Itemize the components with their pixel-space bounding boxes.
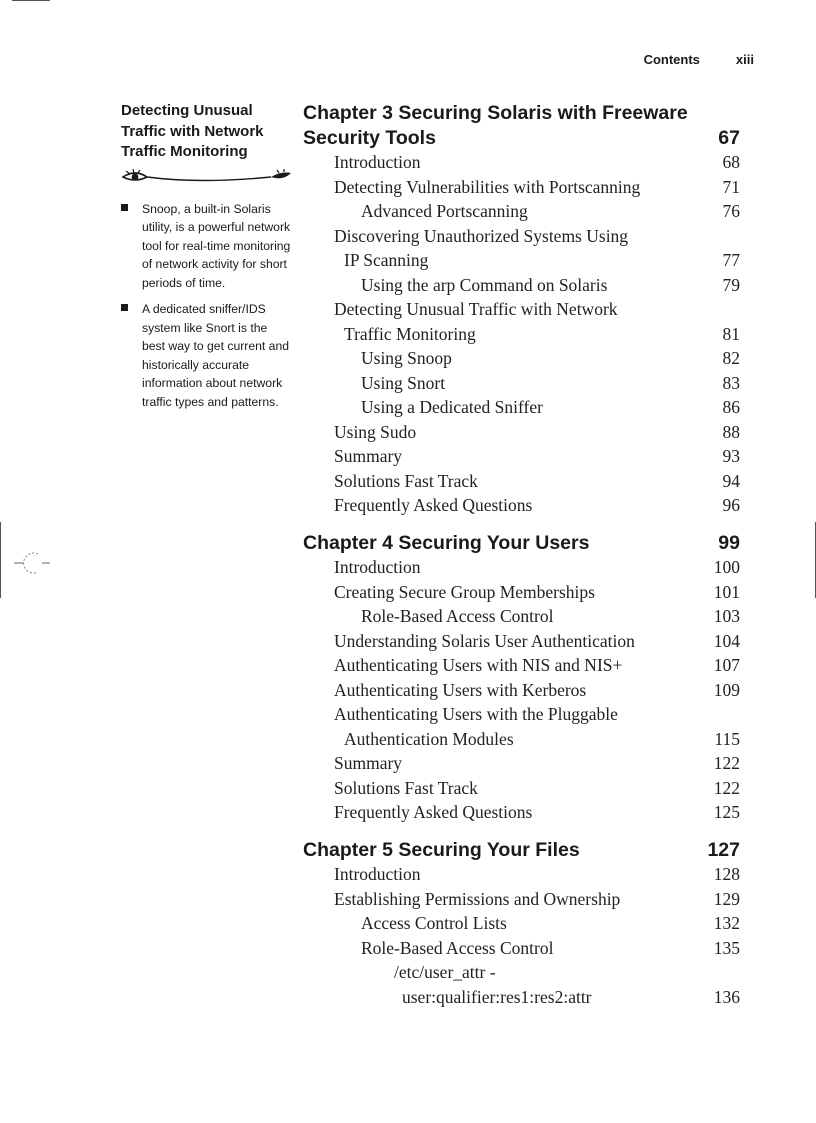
- chapter-page: 67: [718, 126, 740, 149]
- header-page-number: xiii: [735, 52, 754, 67]
- registration-mark-icon: [14, 550, 52, 576]
- toc-entry-text: Introduction: [334, 557, 421, 577]
- toc-entry-text: Role-Based Access Control: [361, 937, 554, 958]
- toc-entry-page: 132: [713, 913, 740, 933]
- toc-entry-text: Access Control Lists: [361, 913, 507, 933]
- toc-entry-text: Establishing Permissions and Ownership: [334, 888, 621, 909]
- toc-entry: [303, 629, 740, 654]
- toc-entry-page: 115: [714, 728, 740, 749]
- toc-entry: [303, 580, 740, 605]
- sidebar-bullet-text: Snoop, a built-in Solaris utility, is a powerful network tool for real-time monitoring of network activity for short periods of time.: [142, 201, 291, 290]
- toc-entry: [303, 555, 740, 580]
- chapter-page: 127: [707, 838, 740, 861]
- toc-entry-text: Role-Based Access Control: [361, 606, 554, 626]
- toc-entry-text: Advanced Portscanning: [361, 201, 528, 221]
- sidebar: [121, 101, 296, 419]
- toc-entry-page: 128: [713, 864, 740, 884]
- square-bullet-icon: [121, 204, 128, 211]
- toc-entry-page: 71: [722, 176, 740, 197]
- chapter-4-heading: [303, 531, 740, 556]
- sidebar-bullet: [121, 300, 292, 411]
- toc-entry-text: Summary: [334, 446, 403, 466]
- chapter-title-line: Security Tools: [303, 126, 436, 149]
- toc-entry: [303, 936, 740, 961]
- toc-entry-text: Detecting Vulnerabilities with Portscanning: [334, 176, 641, 197]
- toc-entry: [303, 322, 740, 347]
- toc-entry-text: Authenticating Users with the Pluggable: [334, 704, 618, 724]
- toc-entry-page: 100: [713, 557, 740, 577]
- toc-entry-page: 104: [713, 630, 740, 651]
- toc-entry: [303, 702, 740, 727]
- toc-entry-page: 103: [713, 606, 740, 626]
- chapter-page: 99: [718, 531, 740, 554]
- toc-entry-page: 94: [722, 470, 740, 491]
- sidebar-title: Detecting Unusual Traffic with Network Traffic Monitoring: [121, 102, 264, 160]
- toc-entry: [303, 175, 740, 200]
- toc-entry: [303, 960, 740, 985]
- toc-entry-text: IP Scanning: [344, 250, 429, 270]
- toc-entry: [303, 727, 740, 752]
- toc-entry: [303, 150, 740, 175]
- toc-entry: [303, 911, 740, 936]
- toc-entry-text: Using Snoop: [361, 348, 452, 368]
- toc-entry-text: Understanding Solaris User Authentication: [334, 630, 635, 651]
- toc-entry-text: Summary: [334, 753, 403, 773]
- toc-entry-text: Creating Secure Group Memberships: [334, 581, 595, 602]
- toc-entry-page: 96: [722, 495, 740, 515]
- sidebar-bullet-list: [121, 200, 296, 412]
- toc-entry: [303, 493, 740, 518]
- toc-entry-text: Introduction: [334, 864, 421, 884]
- chapter-title-line: Chapter 3 Securing Solaris with Freeware: [303, 102, 688, 124]
- toc-entry-page: 93: [722, 446, 740, 466]
- toc-entry: [303, 371, 740, 396]
- toc-entry: [303, 248, 740, 273]
- running-header: [560, 52, 754, 67]
- chapter-title-line: Chapter 4 Securing Your Users: [303, 531, 590, 554]
- eye-rule-icon: [121, 167, 296, 189]
- toc-entry-page: 68: [722, 152, 740, 172]
- toc-entry-text: Using Snort: [361, 372, 446, 393]
- toc-entry-page: 135: [713, 937, 740, 958]
- toc-entry: [303, 751, 740, 776]
- toc-entry-text: Discovering Unauthorized Systems Using: [334, 225, 629, 246]
- toc-entry-text: Using a Dedicated Sniffer: [361, 397, 543, 417]
- chapter-title-line: Chapter 5 Securing Your Files: [303, 838, 580, 861]
- toc-entry-text: Frequently Asked Questions: [334, 495, 533, 515]
- toc-entry-page: 122: [713, 753, 740, 773]
- square-bullet-icon: [121, 304, 128, 311]
- toc-entry-text: Authenticating Users with Kerberos: [334, 679, 587, 700]
- toc-entry: [303, 273, 740, 298]
- toc-entry-page: 83: [722, 372, 740, 393]
- toc-entry: [303, 199, 740, 224]
- toc-entry-page: 77: [722, 250, 740, 270]
- toc-entry: [303, 653, 740, 678]
- toc-entry-page: 82: [722, 348, 740, 368]
- toc-entry: [303, 420, 740, 445]
- crop-mark-top-left: [12, 0, 50, 1]
- header-section: Contents: [643, 52, 700, 67]
- toc-entry: [303, 604, 740, 629]
- toc-entry-text: Detecting Unusual Traffic with Network: [334, 299, 618, 319]
- toc-entry: [303, 862, 740, 887]
- toc-entry: [303, 224, 740, 249]
- toc-entry-text: Traffic Monitoring: [344, 323, 476, 344]
- toc-entry-page: 86: [722, 397, 740, 417]
- toc-entry: [303, 444, 740, 469]
- chapter-3-heading: [303, 101, 740, 150]
- table-of-contents: [303, 101, 740, 1009]
- toc-entry-text: Authenticating Users with NIS and NIS+: [334, 655, 623, 675]
- toc-entry-text: Authentication Modules: [344, 728, 514, 749]
- toc-entry-text: Frequently Asked Questions: [334, 802, 533, 822]
- toc-entry-page: 136: [713, 986, 740, 1007]
- toc-entry-page: 109: [713, 679, 740, 700]
- toc-entry: [303, 776, 740, 801]
- toc-entry-page: 88: [722, 421, 740, 442]
- toc-entry-text: Using Sudo: [334, 421, 417, 442]
- toc-entry: [303, 985, 740, 1010]
- toc-entry-text: Using the arp Command on Solaris: [361, 274, 608, 295]
- toc-entry: [303, 887, 740, 912]
- toc-entry: [303, 346, 740, 371]
- chapter-5-heading: [303, 838, 740, 863]
- toc-entry: [303, 297, 740, 322]
- sidebar-bullet: [121, 200, 292, 293]
- toc-entry-text: user:qualifier:res1:res2:attr: [402, 986, 592, 1007]
- toc-entry-page: 81: [722, 323, 740, 344]
- toc-entry-page: 129: [713, 888, 740, 909]
- toc-entry-page: 79: [722, 274, 740, 295]
- toc-entry-text: Introduction: [334, 152, 421, 172]
- toc-entry-page: 101: [713, 581, 740, 602]
- toc-entry: [303, 395, 740, 420]
- toc-entry-page: 107: [713, 655, 740, 675]
- toc-entry-page: 76: [722, 201, 740, 221]
- crop-mark-left: [0, 522, 1, 598]
- toc-entry: [303, 800, 740, 825]
- toc-entry: [303, 469, 740, 494]
- sidebar-bullet-text: A dedicated sniffer/IDS system like Snort is the best way to get current and historically accurate information about network traffic types and patterns.: [142, 302, 290, 409]
- toc-entry-text: Solutions Fast Track: [334, 777, 478, 798]
- toc-entry-page: 125: [713, 802, 740, 822]
- toc-entry: [303, 678, 740, 703]
- toc-entry-text: Solutions Fast Track: [334, 470, 478, 491]
- toc-entry-page: 122: [713, 777, 740, 798]
- toc-entry-text: /etc/user_attr -: [394, 962, 496, 982]
